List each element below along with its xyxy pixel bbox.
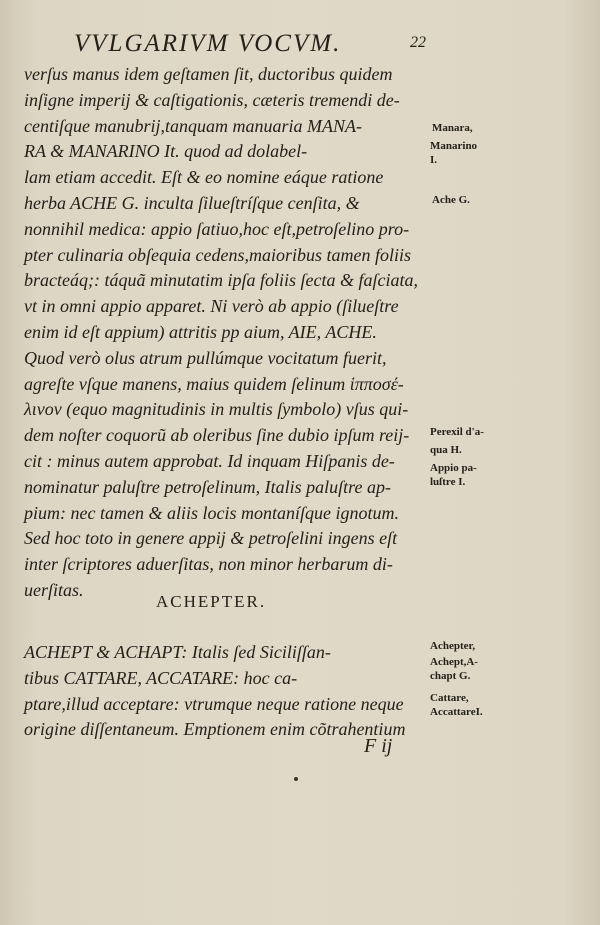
text-line: herba ACHE G. inculta ſilueſtríſque cenſita, & bbox=[24, 192, 360, 213]
signature-mark: F ij bbox=[364, 735, 393, 757]
text-line: cit : minus autem approbat. Id inquam Hiſpanis de- bbox=[24, 450, 395, 471]
running-header: VVLGARIVM VOCVM. bbox=[74, 30, 342, 57]
text-line: enim id eſt appium) attritis pp aium, AIE, ACHE. bbox=[24, 321, 377, 342]
text-line: tibus CATTARE, ACCATARE: hoc ca- bbox=[24, 667, 298, 688]
text-line: lam etiam accedit. Eſt & eo nomine eáque ratione bbox=[24, 167, 384, 188]
margin-note: chapt G. bbox=[430, 670, 471, 682]
text-line: RA & MANARINO It. quod ad dolabel- bbox=[24, 141, 308, 162]
section-heading: ACHEPTER. bbox=[156, 592, 267, 611]
margin-note: Appio pa- bbox=[430, 462, 477, 474]
text-line: origine diſſentaneum. Emptionem enim cõtrahentium bbox=[24, 719, 406, 740]
margin-note: Achept,A- bbox=[430, 656, 478, 668]
margin-note: I. bbox=[430, 154, 438, 166]
margin-note: Ache G. bbox=[432, 194, 470, 206]
text-line: bracteáq;: táquã minutatim ipſa foliis ſecta & faſciata, bbox=[24, 270, 418, 291]
margin-note: Manarino bbox=[430, 140, 478, 152]
text-line: pium: nec tamen & aliis locis montaníſque ignotum. bbox=[24, 502, 399, 523]
page-number: 22 bbox=[410, 34, 426, 51]
text-line: vt in omni appio apparet. Ni verò ab appio (ſilueſtre bbox=[24, 296, 399, 317]
text-line: inter ſcriptores aduerſitas, non minor herbarum di- bbox=[24, 554, 393, 575]
text-line: nonnihil medica: appio ſatiuo,hoc eſt,petroſelino pro- bbox=[24, 218, 410, 239]
margin-note: luſtre I. bbox=[430, 476, 466, 488]
text-line: inſigne imperij & caſtigationis, cæteris tremendi de- bbox=[24, 89, 400, 110]
text-line: λινον (equo magnitudinis in multis ſymbolo) vſus qui- bbox=[24, 399, 409, 420]
margin-note: Manara, bbox=[432, 122, 473, 134]
text-line: ACHEPT & ACHAPT: Italis ſed Siciliſſan- bbox=[24, 642, 331, 662]
text-line: centiſque manubrij,tanquam manuaria MANA- bbox=[24, 115, 362, 136]
margin-note: AccattareI. bbox=[430, 706, 483, 718]
entry-text bbox=[24, 640, 434, 743]
text-line: nominatur paluſtre petroſelinum, Italis paluſtre ap- bbox=[24, 476, 391, 497]
margin-note: Achepter, bbox=[430, 640, 476, 652]
text-line: uerſitas. bbox=[24, 579, 84, 600]
margin-note: Perexil d'a- bbox=[430, 426, 484, 438]
main-text bbox=[24, 62, 434, 604]
margin-note: Cattare, bbox=[430, 692, 469, 704]
margin-note: qua H. bbox=[430, 444, 462, 456]
text-line: pter culinaria obſequia cedens,maioribus tamen foliis bbox=[24, 244, 411, 265]
text-line: dem noſter coquorũ ab oleribus ſine dubio ipſum reij- bbox=[24, 425, 410, 446]
text-line: verſus manus idem geſtamen ſit, ductoribus quidem bbox=[24, 64, 393, 84]
text-line: ptare,illud acceptare: vtrumque neque ratione neque bbox=[24, 693, 404, 714]
text-line: Sed hoc toto in genere appij & petroſelini ingens eſt bbox=[24, 528, 398, 549]
text-line: Quod verò olus atrum pullúmque vocitatum fuerit, bbox=[24, 347, 387, 368]
text-line: agreſte vſque manens, maius quidem ſelinum ἱπποσέ- bbox=[24, 373, 404, 394]
ink-speck bbox=[294, 777, 298, 781]
